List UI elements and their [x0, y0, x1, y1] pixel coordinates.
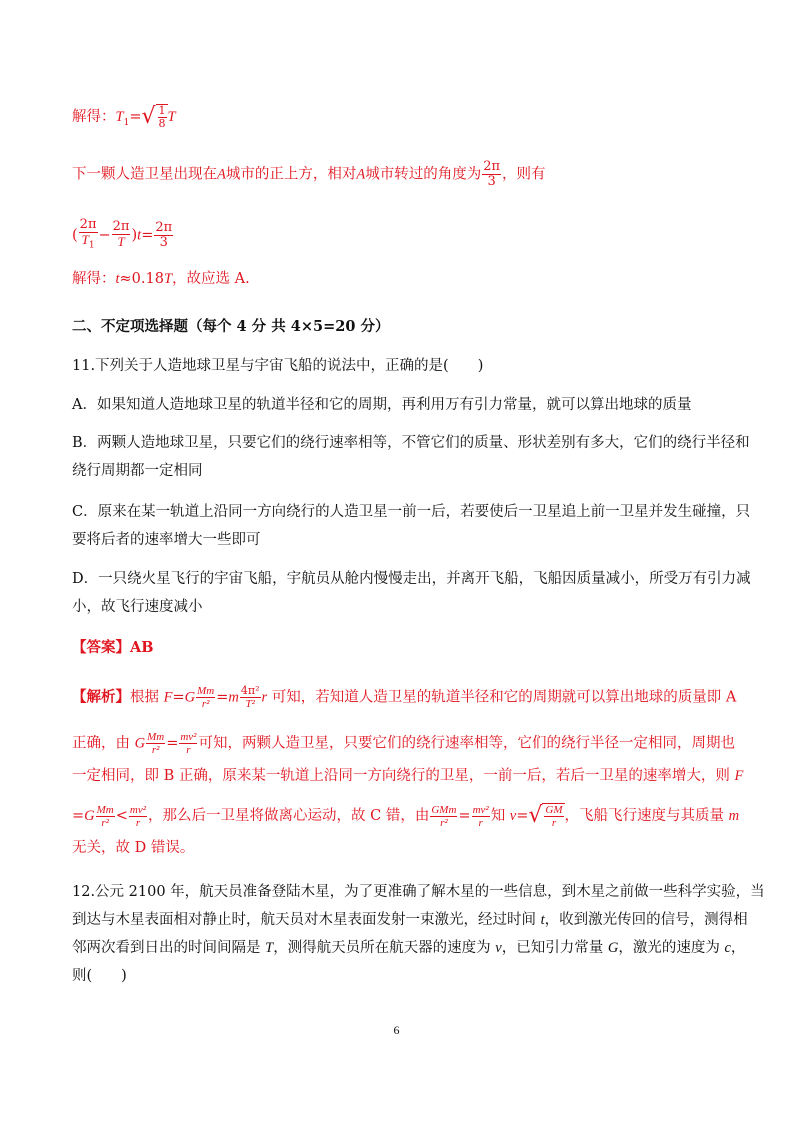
- denominator: r²: [151, 744, 160, 756]
- text: ≈0.18: [119, 271, 164, 287]
- minus: −: [98, 227, 111, 244]
- section-title: 二、不定项选择题（每个 4 分 共 4×5=20 分）: [72, 318, 390, 335]
- text: ，则有: [502, 166, 546, 183]
- paren: ): [131, 227, 138, 244]
- equals: =: [458, 808, 471, 824]
- text: 下一颗人造卫星出现在: [72, 166, 217, 183]
- numerator: Mm: [197, 685, 215, 697]
- denominator: T²: [245, 698, 255, 710]
- numerator: mv²: [129, 803, 147, 816]
- fraction-1-8: [158, 105, 167, 130]
- denominator: r²: [201, 698, 210, 710]
- sub-1: 1: [123, 117, 130, 128]
- numerator: 2π: [483, 159, 501, 174]
- denominator: r: [551, 817, 557, 829]
- q11-analysis-line1: [72, 685, 736, 710]
- var-F: F: [163, 689, 173, 706]
- equals: =: [216, 689, 229, 706]
- var-T: T: [265, 940, 274, 956]
- numerator: Mm: [147, 731, 165, 743]
- q11-option-b-line1: B．两颗人造地球卫星，只要它们的绕行速率相等，不管它们的质量、形状差别有多大，它们的绕行半径和: [72, 435, 750, 451]
- fraction-mv2-r: [472, 804, 490, 829]
- solution-line-1: [72, 104, 176, 132]
- text: ，已知引力常量: [501, 940, 608, 956]
- var-c: c: [724, 940, 731, 956]
- var-t: t: [540, 912, 545, 928]
- numerator: 2π: [112, 219, 130, 235]
- equals: =: [166, 735, 179, 752]
- var-t: t: [115, 271, 120, 287]
- text: ，那么后一卫星将做离心运动，故 C 错，由: [148, 808, 430, 824]
- q11-answer: 【答案】AB: [72, 639, 154, 656]
- fraction-2pi-3: [154, 221, 173, 250]
- q11-option-d-line1: D．一只绕火星飞行的宇宙飞船，宇航员从舱内慢慢走出，并离开飞船，飞船因质量减小，所受万有引力减: [72, 571, 751, 587]
- var-A: A: [356, 166, 366, 183]
- solution-line-3: [72, 218, 174, 253]
- text: 解得：: [72, 109, 116, 125]
- q12-line3: [72, 939, 745, 957]
- solution-line-4: [72, 270, 250, 288]
- denominator: [112, 235, 131, 250]
- denominator: 3: [487, 174, 496, 189]
- text: 城市的正上方，相对: [225, 166, 357, 183]
- denominator: r: [186, 744, 191, 756]
- numerator: Mm: [96, 803, 114, 816]
- var-F: F: [734, 768, 744, 784]
- q11-option-d-line2: 小，故飞行速度减小: [72, 599, 203, 615]
- denominator: r²: [101, 816, 109, 829]
- text: 城市转过的角度为: [365, 166, 482, 183]
- numerator: 2π: [155, 219, 173, 235]
- numerator: 4π²: [240, 684, 260, 697]
- var-T: T: [115, 109, 124, 125]
- var-m: m: [728, 808, 740, 824]
- numerator: 1: [158, 104, 166, 117]
- text: ，收到激光传回的信号，测得相: [544, 912, 748, 928]
- var-G: G: [84, 808, 95, 824]
- q11-stem: 11.下列关于人造地球卫星与宇宙飞船的说法中，正确的是( ): [72, 358, 484, 374]
- fraction-mv2-r: [129, 804, 147, 829]
- equals: =: [72, 808, 85, 824]
- text: 到达与木星表面相对静止时，航天员对木星表面发射一束激光，经过时间: [72, 912, 541, 928]
- denominator: [79, 233, 98, 253]
- q11-analysis-line3: [72, 767, 743, 785]
- fraction-2pi-3: [482, 160, 501, 189]
- text: 正确，由: [72, 735, 135, 752]
- var-T: T: [163, 271, 173, 287]
- text: ，故应选 A.: [172, 271, 250, 287]
- q11-option-a: A．如果知道人造地球卫星的轨道半径和它的周期，再利用万有引力常量，就可以算出地球的质量: [72, 397, 692, 413]
- numerator: mv²: [472, 803, 489, 816]
- q11-option-b-line2: 绕行周期都一定相同: [72, 463, 203, 479]
- denominator: 8: [158, 117, 166, 130]
- var-T: T: [117, 234, 125, 250]
- var-G: G: [134, 735, 146, 752]
- denominator: r: [135, 816, 141, 829]
- numerator: mv²: [180, 731, 197, 743]
- numerator: GMm: [431, 803, 457, 816]
- equals: =: [141, 227, 154, 244]
- q12-line1: 12.公元 2100 年，航天员准备登陆木星，为了更准确了解木星的一些信息，到木星之前做一些科学实验，当: [72, 884, 765, 900]
- denominator: 3: [159, 234, 168, 250]
- q11-analysis-line5: 无关，故 D 错误。: [72, 840, 195, 856]
- fraction-GM-r: [544, 804, 563, 829]
- var-r: r: [261, 689, 268, 706]
- var-T: T: [81, 232, 89, 247]
- text: ，: [730, 940, 746, 956]
- text: 可知，两颗人造卫星，只要它们的绕行速率相等，它们的绕行半径一定相同，周期也: [198, 735, 735, 752]
- text: 可知，若知道人造卫星的轨道半径和它的周期就可以算出地球的质量即 A: [267, 689, 737, 706]
- text: ，飞船飞行速度与其质量: [564, 808, 729, 824]
- numerator: 2π: [79, 217, 97, 232]
- fraction-Mm-r2: [196, 685, 215, 710]
- text: ，测得航天员所在航天器的速度为: [273, 940, 496, 956]
- paren: (: [72, 227, 78, 244]
- var-G: G: [607, 940, 619, 956]
- var-G: G: [184, 689, 196, 706]
- fraction-2pi-T: [112, 220, 131, 250]
- text: 一定相同，即 B 正确，原来某一轨道上沿同一方向绕行的卫星，一前一后，若后一卫星的速率增大，则: [72, 768, 735, 784]
- denominator: r: [478, 816, 483, 829]
- q12-line2: [72, 911, 748, 929]
- sqrt-expression: √ $\frac{1}{8}$: [141, 104, 166, 130]
- q11-analysis-line2: [72, 731, 735, 756]
- q11-option-c-line1: C．原来在某一轨道上沿同一方向绕行的人造卫星一前一后，若要使后一卫星追上前一卫星并发生碰撞，只: [72, 504, 751, 520]
- sqrt-expression: √ $\frac{GM}{r}$: [528, 803, 563, 829]
- text: 解得：: [72, 271, 116, 287]
- text: 根据: [130, 689, 164, 706]
- q11-analysis-line4: [72, 803, 739, 829]
- equals: =: [172, 689, 185, 706]
- less-than: <: [115, 808, 128, 824]
- fraction-Mm-r2: [146, 731, 165, 756]
- fraction-mv2-r: [179, 731, 197, 756]
- var-m: m: [228, 689, 239, 706]
- var-A: A: [217, 166, 226, 183]
- numerator: GM: [545, 804, 563, 816]
- q12-line4: 则( ): [72, 968, 127, 984]
- sub-1: 1: [88, 240, 95, 251]
- fraction-2pi-T1: [79, 218, 98, 253]
- denominator: r²: [440, 816, 448, 829]
- text: 知: [490, 808, 510, 824]
- page-number: 6: [393, 1023, 400, 1037]
- fraction-Mm-r2: [96, 804, 115, 829]
- var-v: v: [509, 808, 517, 824]
- analysis-label: 【解析】: [72, 688, 130, 706]
- var-T: T: [167, 109, 176, 125]
- equals: =: [129, 109, 142, 125]
- var-v: v: [495, 940, 502, 956]
- solution-line-2: [72, 160, 546, 189]
- fraction-4pi2-T2: [240, 685, 261, 710]
- var-t: t: [137, 227, 142, 244]
- equals: =: [516, 808, 529, 824]
- fraction-GMm-r2: [430, 804, 457, 829]
- text: ，激光的速度为: [618, 940, 725, 956]
- text: 邻两次看到日出的时间间隔是: [72, 940, 266, 956]
- q11-option-c-line2: 要将后者的速率增大一些即可: [72, 532, 261, 548]
